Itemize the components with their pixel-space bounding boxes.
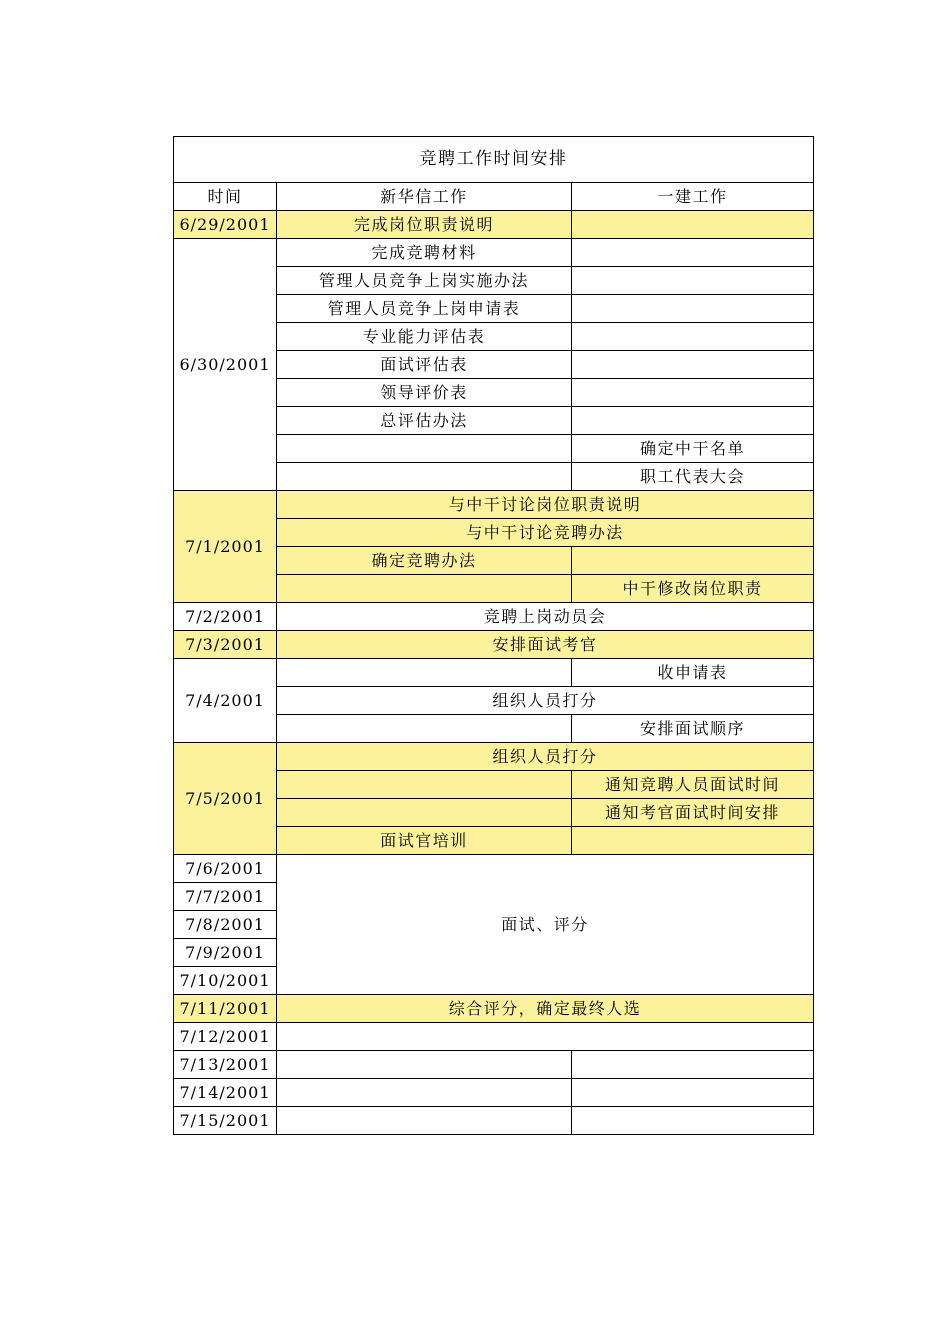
empty-cell bbox=[572, 827, 814, 855]
table-row bbox=[174, 491, 814, 519]
empty-cell bbox=[277, 659, 572, 687]
date-cell: 6/30/2001 bbox=[174, 239, 277, 491]
empty-cell bbox=[277, 1107, 572, 1135]
empty-cell bbox=[572, 211, 814, 239]
empty-cell bbox=[277, 1079, 572, 1107]
schedule-table bbox=[173, 136, 814, 1135]
date-cell: 7/2/2001 bbox=[174, 603, 277, 631]
table-row bbox=[174, 1107, 814, 1135]
header-xinhuaxin: 新华信工作 bbox=[277, 183, 572, 211]
empty-cell bbox=[572, 407, 814, 435]
date-cell: 7/13/2001 bbox=[174, 1051, 277, 1079]
schedule-sheet bbox=[173, 136, 813, 1135]
empty-cell bbox=[277, 1023, 814, 1051]
task-cell: 确定竞聘办法 bbox=[277, 547, 572, 575]
task-cell: 管理人员竞争上岗实施办法 bbox=[277, 267, 572, 295]
header-row bbox=[174, 183, 814, 211]
empty-cell bbox=[572, 295, 814, 323]
date-cell: 7/14/2001 bbox=[174, 1079, 277, 1107]
empty-cell bbox=[277, 1051, 572, 1079]
task-cell: 完成岗位职责说明 bbox=[277, 211, 572, 239]
empty-cell bbox=[277, 771, 572, 799]
date-cell: 7/3/2001 bbox=[174, 631, 277, 659]
table-row bbox=[174, 855, 814, 883]
empty-cell bbox=[572, 1079, 814, 1107]
date-cell: 7/10/2001 bbox=[174, 967, 277, 995]
task-cell: 总评估办法 bbox=[277, 407, 572, 435]
task-cell: 安排面试顺序 bbox=[572, 715, 814, 743]
table-row bbox=[174, 1051, 814, 1079]
task-cell: 竞聘上岗动员会 bbox=[277, 603, 814, 631]
date-cell: 7/9/2001 bbox=[174, 939, 277, 967]
date-cell: 6/29/2001 bbox=[174, 211, 277, 239]
empty-cell bbox=[572, 379, 814, 407]
empty-cell bbox=[572, 239, 814, 267]
table-row bbox=[174, 211, 814, 239]
task-cell: 专业能力评估表 bbox=[277, 323, 572, 351]
table-row bbox=[174, 239, 814, 267]
empty-cell bbox=[277, 575, 572, 603]
date-cell: 7/15/2001 bbox=[174, 1107, 277, 1135]
task-cell: 综合评分，确定最终人选 bbox=[277, 995, 814, 1023]
task-cell: 面试、评分 bbox=[277, 855, 814, 995]
table-row bbox=[174, 995, 814, 1023]
task-cell: 组织人员打分 bbox=[277, 743, 814, 771]
date-cell: 7/5/2001 bbox=[174, 743, 277, 855]
task-cell: 通知竞聘人员面试时间 bbox=[572, 771, 814, 799]
task-cell: 与中干讨论竞聘办法 bbox=[277, 519, 814, 547]
task-cell: 通知考官面试时间安排 bbox=[572, 799, 814, 827]
empty-cell bbox=[277, 715, 572, 743]
empty-cell bbox=[277, 435, 572, 463]
task-cell: 管理人员竞争上岗申请表 bbox=[277, 295, 572, 323]
header-time: 时间 bbox=[174, 183, 277, 211]
empty-cell bbox=[277, 463, 572, 491]
table-row bbox=[174, 659, 814, 687]
empty-cell bbox=[572, 1051, 814, 1079]
date-cell: 7/1/2001 bbox=[174, 491, 277, 603]
task-cell: 中干修改岗位职责 bbox=[572, 575, 814, 603]
table-title: 竞聘工作时间安排 bbox=[174, 137, 814, 183]
task-cell: 确定中干名单 bbox=[572, 435, 814, 463]
date-cell: 7/12/2001 bbox=[174, 1023, 277, 1051]
empty-cell bbox=[572, 1107, 814, 1135]
task-cell: 领导评价表 bbox=[277, 379, 572, 407]
table-row bbox=[174, 631, 814, 659]
task-cell: 收申请表 bbox=[572, 659, 814, 687]
table-row bbox=[174, 1079, 814, 1107]
empty-cell bbox=[572, 547, 814, 575]
task-cell: 面试官培训 bbox=[277, 827, 572, 855]
task-cell: 安排面试考官 bbox=[277, 631, 814, 659]
table-row bbox=[174, 1023, 814, 1051]
task-cell: 与中干讨论岗位职责说明 bbox=[277, 491, 814, 519]
empty-cell bbox=[277, 799, 572, 827]
date-cell: 7/8/2001 bbox=[174, 911, 277, 939]
task-cell: 完成竞聘材料 bbox=[277, 239, 572, 267]
empty-cell bbox=[572, 267, 814, 295]
task-cell: 职工代表大会 bbox=[572, 463, 814, 491]
empty-cell bbox=[572, 323, 814, 351]
title-row bbox=[174, 137, 814, 183]
date-cell: 7/7/2001 bbox=[174, 883, 277, 911]
empty-cell bbox=[572, 351, 814, 379]
date-cell: 7/4/2001 bbox=[174, 659, 277, 743]
task-cell: 面试评估表 bbox=[277, 351, 572, 379]
table-row bbox=[174, 743, 814, 771]
table-row bbox=[174, 603, 814, 631]
date-cell: 7/6/2001 bbox=[174, 855, 277, 883]
task-cell: 组织人员打分 bbox=[277, 687, 814, 715]
date-cell: 7/11/2001 bbox=[174, 995, 277, 1023]
header-yijian: 一建工作 bbox=[572, 183, 814, 211]
